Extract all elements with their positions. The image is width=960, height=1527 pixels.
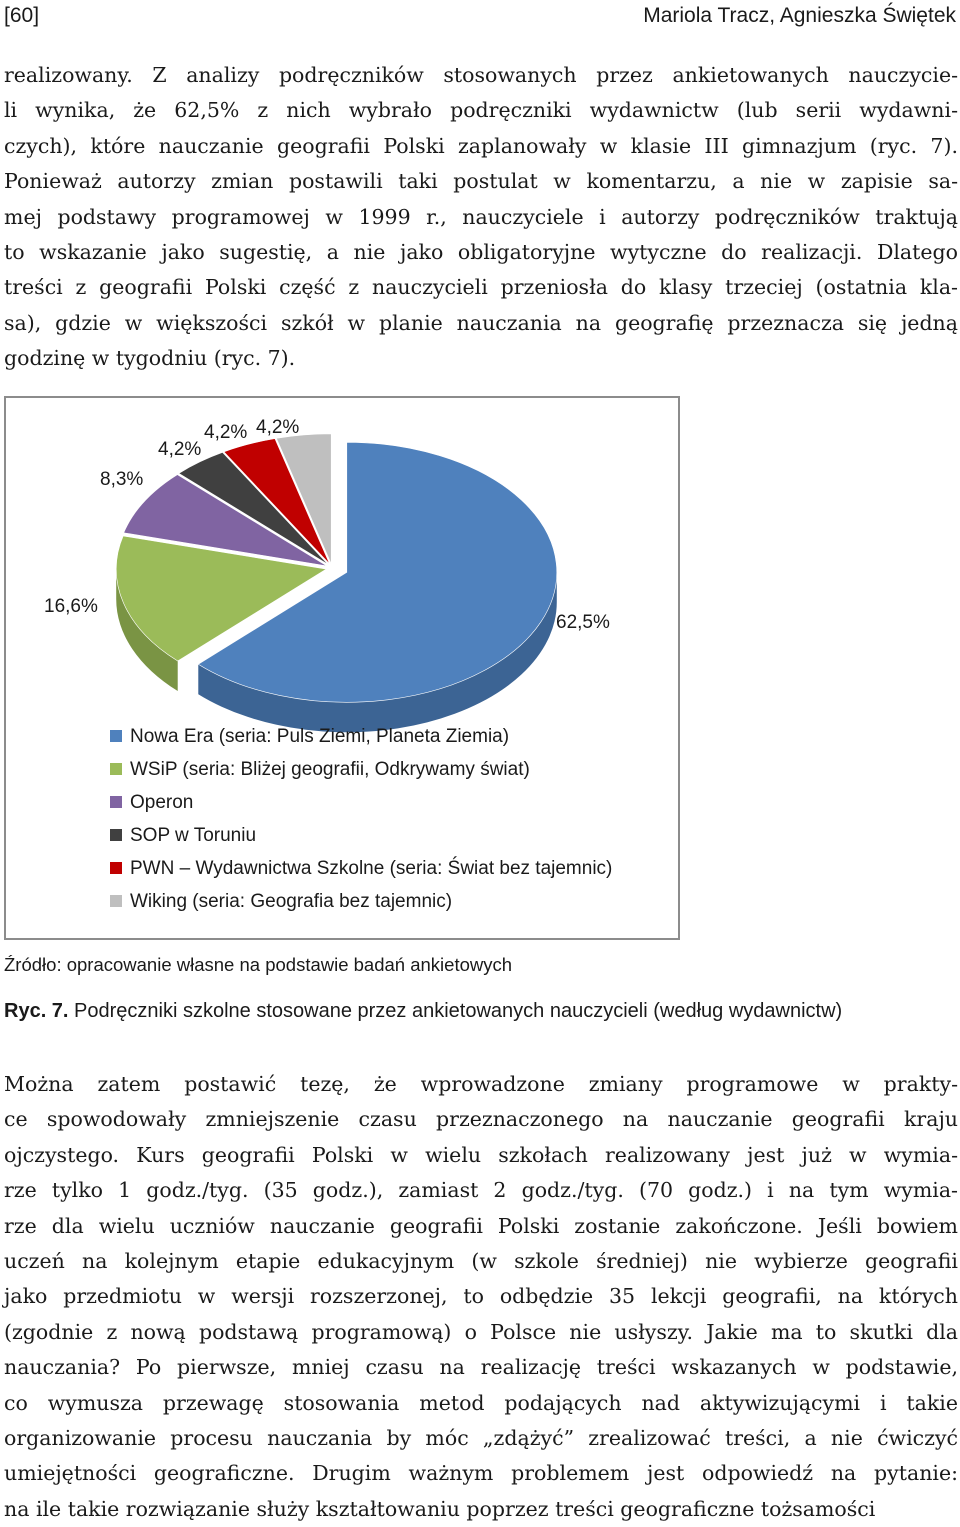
caption-label: Ryc. 7.: [4, 1000, 69, 1022]
legend-label: PWN – Wydawnictwa Szkolne (seria: Świat bez tajemnic): [130, 858, 613, 879]
legend-swatch: [110, 763, 122, 775]
text-line: rze tylko 1 godz./tyg. (35 godz.), zamiast 2 godz./tyg. (70 godz.) i na tym wymia-: [4, 1178, 958, 1203]
pie-value-label: 4,2%: [256, 417, 300, 438]
chart-legend: [110, 720, 612, 918]
pie-value-label: 8,3%: [100, 469, 144, 490]
page-number: [60]: [4, 4, 40, 27]
text-line: umiejętności geograficzne. Drugim ważnym problemem jest odpowiedź na pytanie:: [4, 1461, 958, 1486]
text-line: uczeń na kolejnym etapie edukacyjnym (w szkole średniej) nie wybierze geografii: [4, 1248, 958, 1273]
pie-value-label: 4,2%: [158, 439, 202, 460]
text-line: li wynika, że 62,5% z nich wybrało podręczniki wydawnictw (lub serii wydawni-: [4, 98, 958, 123]
text-line: nauczania? Po pierwsze, mniej czasu na realizację treści wskazanych w podstawie,: [4, 1355, 958, 1380]
text-line: jako przedmiotu w wersji rozszerzonej, to odbędzie 35 lekcji geografii, na których: [4, 1284, 958, 1309]
legend-label: Operon: [130, 792, 194, 813]
paragraph-1: [4, 58, 958, 377]
text-line: treści z geografii Polski część z nauczycieli przeniosła do klasy trzeciej (ostatnia kla-: [4, 275, 958, 300]
text-line: godzinę w tygodniu (ryc. 7).: [4, 346, 296, 371]
text-line: rze dla wielu uczniów nauczanie geografii Polski zostanie zakończone. Jeśli bowiem: [4, 1213, 958, 1238]
text-line: czych), które nauczanie geografii Polski zaplanowały w klasie III gimnazjum (ryc. 7).: [4, 133, 958, 158]
pie-value-label: 62,5%: [556, 612, 610, 633]
legend-item: [110, 852, 612, 885]
text-line: na ile takie rozwiązanie służy kształtowaniu poprzez treści geograficzne tożsamości: [4, 1496, 876, 1521]
pie-value-label: 4,2%: [204, 422, 248, 443]
legend-item: [110, 753, 612, 786]
paragraph-2: [4, 1067, 958, 1527]
legend-swatch: [110, 895, 122, 907]
page-header: [4, 4, 956, 34]
legend-swatch: [110, 862, 122, 874]
legend-label: SOP w Toruniu: [130, 825, 257, 846]
text-line: ce spowodowały zmniejszenie czasu przeznaczonego na nauczanie geografii kraju: [4, 1107, 958, 1132]
running-head-authors: Mariola Tracz, Agnieszka Świętek: [643, 4, 956, 27]
text-line: sa), gdzie w większości szkół w planie nauczania na geografię przeznacza się jedną: [4, 310, 958, 335]
legend-item: [110, 786, 612, 819]
legend-swatch: [110, 796, 122, 808]
text-line: organizowanie procesu nauczania by móc „zdążyć” zrealizować treści, a nie ćwiczyć: [4, 1425, 958, 1450]
legend-swatch: [110, 829, 122, 841]
text-line: ojczystego. Kurs geografii Polski w wielu szkołach realizowany jest już w wymia-: [4, 1142, 958, 1167]
text-line: to wskazanie jako sugestię, a nie jako obligatoryjne wytyczne do realizacji. Dlatego: [4, 239, 958, 264]
legend-swatch: [110, 730, 122, 742]
legend-item: [110, 819, 612, 852]
text-line: (zgodnie z nową podstawą programową) o Polsce nie usłyszy. Jakie ma to skutki dla: [4, 1319, 958, 1344]
text-line: Ponieważ autorzy zmian postawili taki postulat w komentarzu, a nie w zapisie sa-: [4, 169, 958, 194]
text-line: Można zatem postawić tezę, że wprowadzone zmiany programowe w prakty-: [4, 1072, 958, 1096]
legend-item: [110, 720, 612, 753]
text-line: mej podstawy programowej w 1999 r., nauczyciele i autorzy podręczników traktują: [4, 204, 958, 229]
figure-source: Źródło: opracowanie własne na podstawie badań ankietowych: [4, 954, 513, 975]
text-line: co wymusza przewagę stosowania metod podających nad aktywizującymi i takie: [4, 1390, 958, 1415]
text-line: realizowany. Z analizy podręczników stosowanych przez ankietowanych nauczycie-: [4, 63, 958, 87]
legend-item: [110, 885, 612, 918]
legend-label: Nowa Era (seria: Puls Ziemi, Planeta Ziemia): [130, 726, 510, 747]
pie-value-label: 16,6%: [44, 596, 98, 617]
caption-text: Podręczniki szkolne stosowane przez ankietowanych nauczycieli (według wydawnictw): [68, 1000, 843, 1022]
legend-label: WSiP (seria: Bliżej geografii, Odkrywamy świat): [130, 759, 530, 780]
legend-label: Wiking (seria: Geografia bez tajemnic): [130, 891, 453, 912]
figure-caption: [4, 1000, 842, 1023]
